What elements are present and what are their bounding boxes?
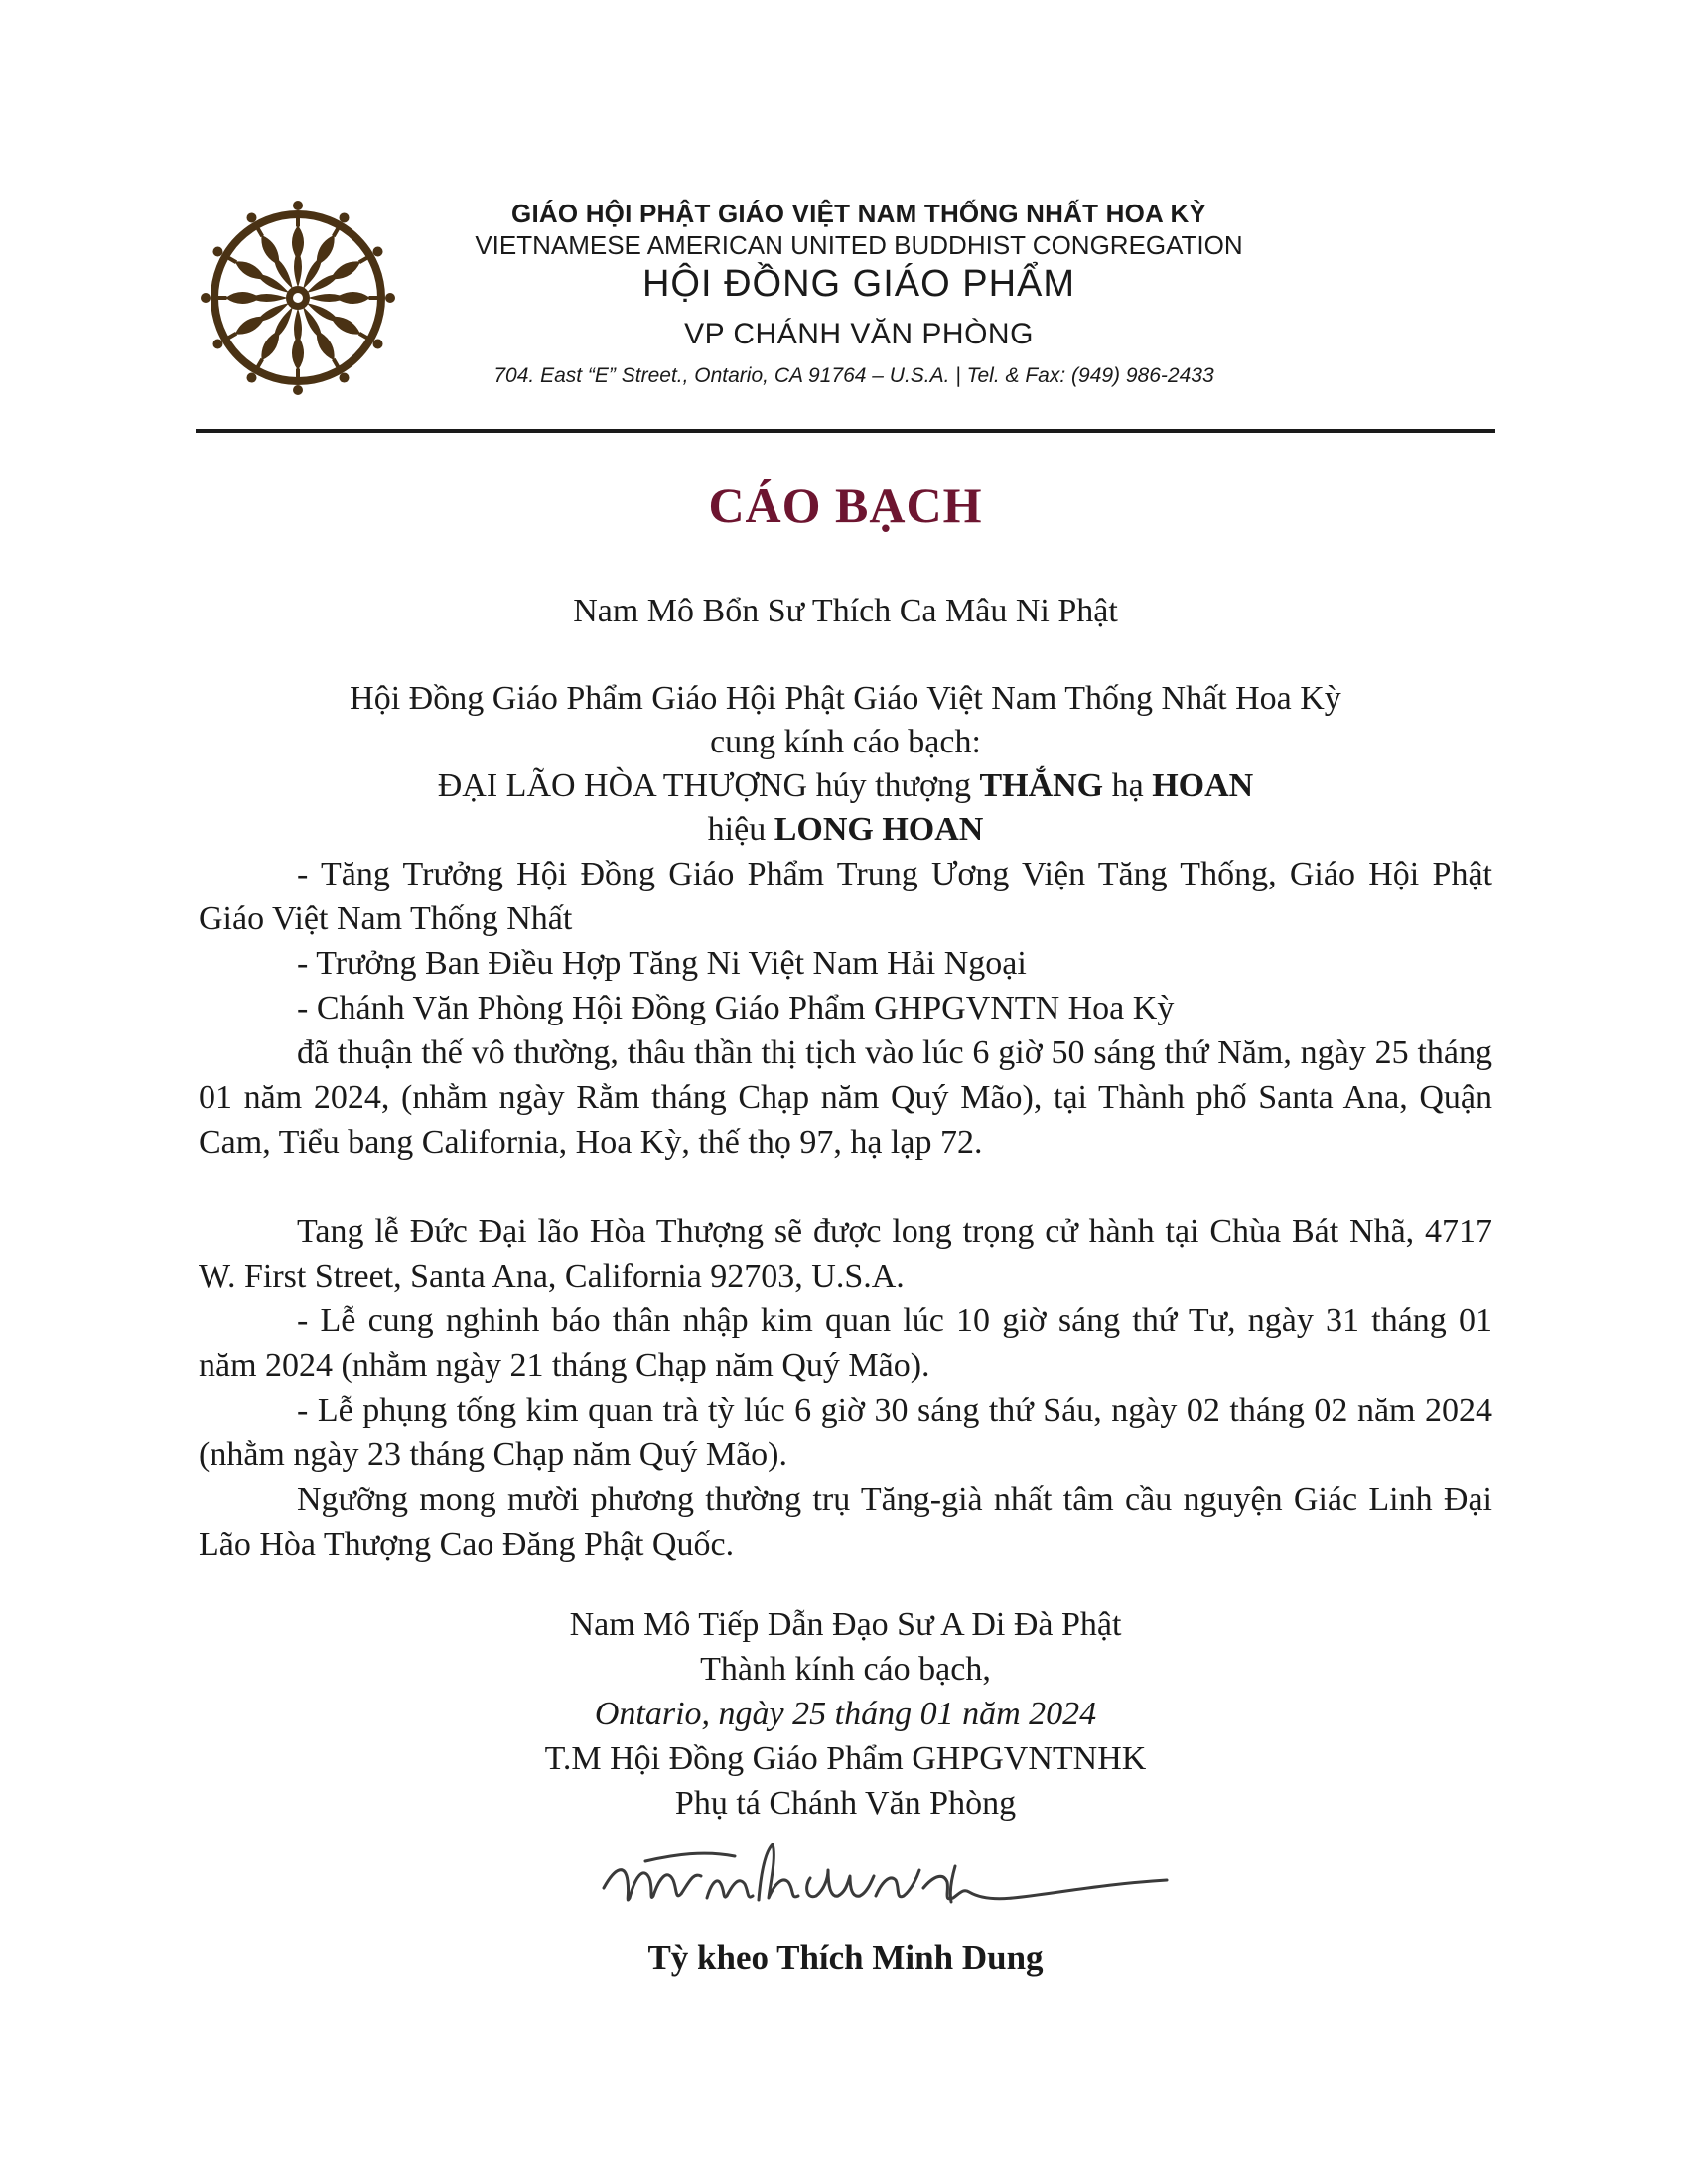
wheel-knob	[212, 340, 222, 349]
org-name-vietnamese: GIÁO HỘI PHẬT GIÁO VIỆT NAM THỐNG NHẤT HOA KỲ	[511, 199, 1206, 228]
deceased-prefix: ĐẠI LÃO HÒA THƯỢNG húy thượng	[437, 767, 980, 804]
org-name-english: VIETNAMESE AMERICAN UNITED BUDDHIST CONGREGATION	[475, 230, 1243, 260]
office-name: VP CHÁNH VĂN PHÒNG	[684, 318, 1034, 350]
prayer-paragraph: Ngưỡng mong mười phương thường trụ Tăng-già nhất tâm cầu nguyện Giác Linh Đại Lão Hòa Thượng Cao Đăng Phật Quốc.	[199, 1481, 1492, 1563]
signer-name: Tỳ kheo Thích Minh Dung	[647, 1938, 1044, 1977]
funeral-paragraph: Tang lễ Đức Đại lão Hòa Thượng sẽ được long trọng cử hành tại Chùa Bát Nhã, 4717 W. First Street, Santa Ana, California 92703, U.S.A.	[199, 1213, 1492, 1295]
closing-respect: Thành kính cáo bạch,	[700, 1651, 991, 1688]
wheel-knob	[340, 212, 350, 222]
header-divider	[196, 429, 1495, 433]
wheel-spoke	[292, 310, 303, 381]
position-item: - Chánh Văn Phòng Hội Đồng Giáo Phẩm GHPGVNTN Hoa Kỳ	[297, 990, 1175, 1026]
ceremony-item: - Lễ cung nghinh báo thân nhập kim quan lúc 10 giờ sáng thứ Tư, ngày 31 tháng 01 năm 2024 (nhằm ngày 21 tháng Chạp năm Quý Mão).	[199, 1302, 1492, 1384]
wheel-knob	[340, 373, 350, 383]
wheel-knob	[385, 293, 395, 303]
dharma-name: LONG HOAN	[774, 811, 984, 848]
dharma-wheel-icon	[199, 199, 397, 397]
wheel-knob	[293, 201, 303, 210]
ceremony-item: - Lễ phụng tống kim quan trà tỳ lúc 6 giờ 30 sáng thứ Sáu, ngày 02 tháng 02 năm 2024 (nhằm ngày 23 tháng Chạp năm Quý Mão).	[199, 1392, 1492, 1473]
wheel-spoke	[214, 292, 286, 303]
intro-line-2: cung kính cáo bạch:	[710, 724, 981, 760]
closing-invocation: Nam Mô Tiếp Dẫn Đạo Sư A Di Đà Phật	[569, 1606, 1122, 1643]
wheel-knob	[247, 212, 257, 222]
deceased-mid: hạ	[1103, 767, 1153, 804]
opening-invocation: Nam Mô Bổn Sư Thích Ca Mâu Ni Phật	[573, 593, 1118, 629]
wheel-knob	[212, 247, 222, 257]
wheel-spoke	[310, 292, 381, 303]
wheel-spoke	[292, 214, 303, 286]
passing-paragraph: đã thuận thế vô thường, thâu thần thị tịch vào lúc 6 giờ 50 sáng thứ Năm, ngày 25 tháng 01 năm 2024, (nhằm ngày Rằm tháng Chạp năm Quý Mão), tại Thành phố Santa Ana, Quận Cam, Tiểu bang California, Hoa Kỳ, thế thọ 97, hạ lạp 72.	[199, 1034, 1492, 1160]
wheel-knob	[201, 293, 211, 303]
deceased-title-line	[196, 764, 1495, 808]
position-item: - Trưởng Ban Điều Hợp Tăng Ni Việt Nam Hải Ngoại	[297, 945, 1027, 982]
deceased-name-upper: THẮNG	[979, 767, 1104, 804]
dharma-name-prefix: hiệu	[707, 811, 774, 848]
wheel-knob	[293, 385, 303, 395]
position-item: - Tăng Trưởng Hội Đồng Giáo Phẩm Trung Ương Viện Tăng Thống, Giáo Hội Phật Giáo Việt Nam Thống Nhất	[199, 856, 1492, 937]
deceased-name-lower: HOAN	[1152, 767, 1254, 804]
dharma-name-line	[196, 808, 1495, 852]
wheel-knob	[247, 373, 257, 383]
signer-role: Phụ tá Chánh Văn Phòng	[674, 1785, 1017, 1822]
address-line: 704. East “E” Street., Ontario, CA 91764 – U.S.A. | Tel. & Fax: (949) 986-2433	[493, 364, 1214, 387]
document-title: CÁO BẠCH	[708, 478, 983, 533]
on-behalf-line: T.M Hội Đồng Giáo Phẩm GHPGVNTNHK	[544, 1740, 1147, 1777]
intro-line-1: Hội Đồng Giáo Phẩm Giáo Hội Phật Giáo Việt Nam Thống Nhất Hoa Kỳ	[350, 680, 1341, 717]
place-and-date: Ontario, ngày 25 tháng 01 năm 2024	[594, 1696, 1097, 1732]
wheel-knob	[373, 340, 383, 349]
handwritten-signature	[586, 1827, 1182, 1936]
wheel-knob	[373, 247, 383, 257]
council-name: HỘI ĐỒNG GIÁO PHẨM	[641, 263, 1076, 305]
